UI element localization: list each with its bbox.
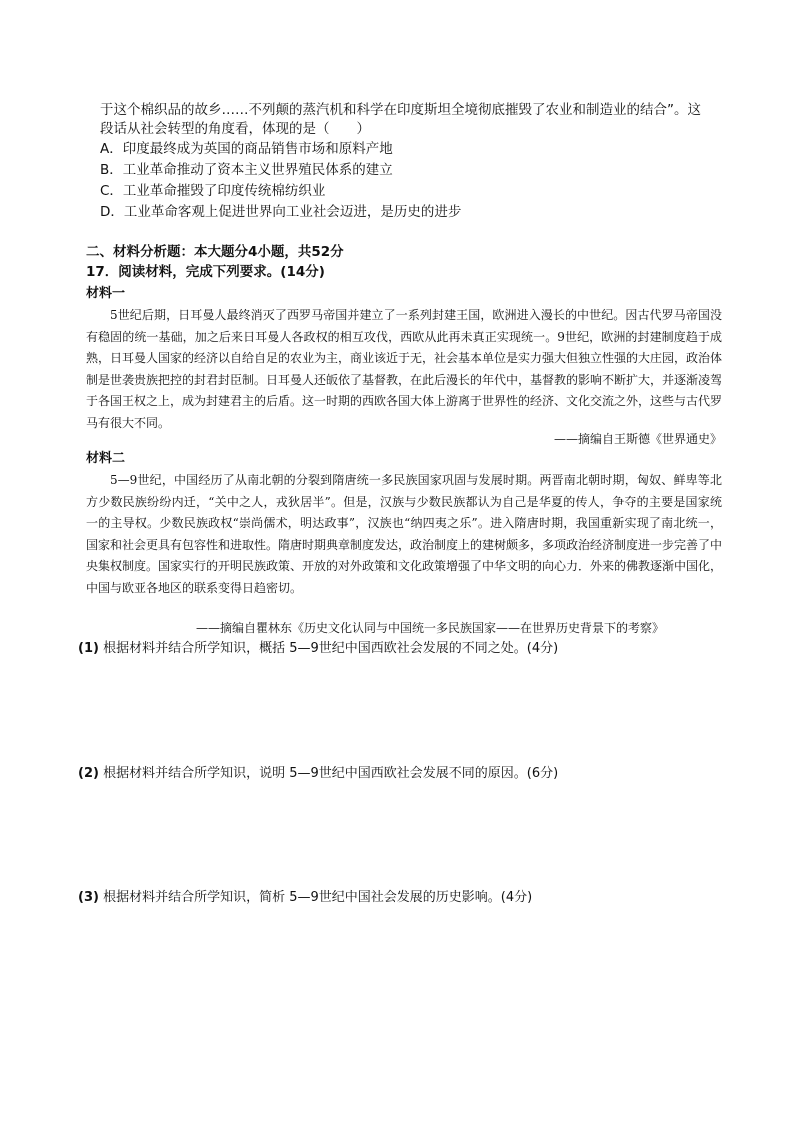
q16-option-a: A．印度最终成为英国的商品销售市场和原料产地 (100, 141, 393, 157)
q16-option-c: C．工业革命摧毁了印度传统棉纺织业 (100, 183, 326, 199)
question-3-text: 根据材料并结合所学知识，简析 5—9世纪中国社会发展的历史影响。(4分) (103, 890, 533, 905)
question-2-text: 根据材料并结合所学知识，说明 5—9世纪中国西欧社会发展不同的原因。(6分) (103, 766, 559, 781)
question-3 (78, 889, 532, 907)
question-1-text: 根据材料并结合所学知识，概括 5—9世纪中国西欧社会发展的不同之处。(4分) (103, 641, 559, 656)
q16-stem-line2: 段话从社会转型的角度看，体现的是（ ） (100, 121, 370, 137)
question-2 (78, 765, 558, 783)
section-heading: 二、材料分析题：本大题分4小题，共52分 (86, 244, 344, 260)
q17-title: 17．阅读材料，完成下列要求。(14分) (86, 264, 325, 280)
material1-text: 5世纪后期，日耳曼人最终消灭了西罗马帝国并建立了一系列封建王国，欧洲进入漫长的中世纪。因古代罗马帝国没有稳固的统一基础，加之后来日耳曼人各政权的相互攻伐，西欧从此再未真正实现统一。9世纪，欧洲的封建制度趋于成熟，日耳曼人国家的经济以自给自足的农业为主，商业该近于无，社会基本单位是实力强大但独立性强的大庄园，政治体制是世袭贵族把控的封君封臣制。日耳曼人还皈依了基督教，在此后漫长的年代中，基督教的影响不断扩大，并逐渐凌驾于各国王权之上，成为封建君主的后盾。这一时期的西欧各国大体上游离于世界性的经济、文化交流之外，这些与古代罗马有很大不同。 (86, 308, 723, 430)
question-1-number: (1) (78, 641, 99, 656)
question-2-number: (2) (78, 766, 99, 781)
question-3-number: (3) (78, 890, 99, 905)
question-1 (78, 640, 558, 658)
q16-option-b: B．工业革命推动了资本主义世界殖民体系的建立 (100, 162, 393, 178)
material1-label: 材料一 (86, 286, 126, 301)
material1-source: ——摘编自王斯德《世界通史》 (553, 432, 722, 446)
material2-source: ——摘编自瞿林东《历史文化认同与中国统一多民族国家——在世界历史背景下的考察》 (196, 621, 665, 635)
material2-label: 材料二 (86, 451, 126, 466)
q16-stem-line1: 于这个棉织品的故乡……不列颠的蒸汽机和科学在印度斯坦全境彻底摧毁了农业和制造业的结合”。这 (100, 102, 701, 118)
material2-text: 5—9世纪，中国经历了从南北朝的分裂到隋唐统一多民族国家巩固与发展时期。两晋南北朝时期，匈奴、鲜卑等北方少数民族纷纷内迁，“关中之人，戎狄居半”。但是，汉族与少数民族都认为自己是华夏的传人，争夺的主要是国家统一的主导权。少数民族政权“崇尚儒术，明达政事”，汉族也“纳四夷之乐”。进入隋唐时期，我国重新实现了南北统一，国家和社会更具有包容性和进取性。隋唐时期典章制度发达，政治制度上的建树颇多，多项政治经济制度进一步完善了中央集权制度。国家实行的开明民族政策、开放的对外政策和文化政策增强了中华文明的向心力．外来的佛教逐渐中国化，中国与欧亚各地区的联系变得日趋密切。 (86, 473, 723, 595)
q16-option-d: D．工业革命客观上促进世界向工业社会迈进，是历史的进步 (100, 204, 462, 220)
